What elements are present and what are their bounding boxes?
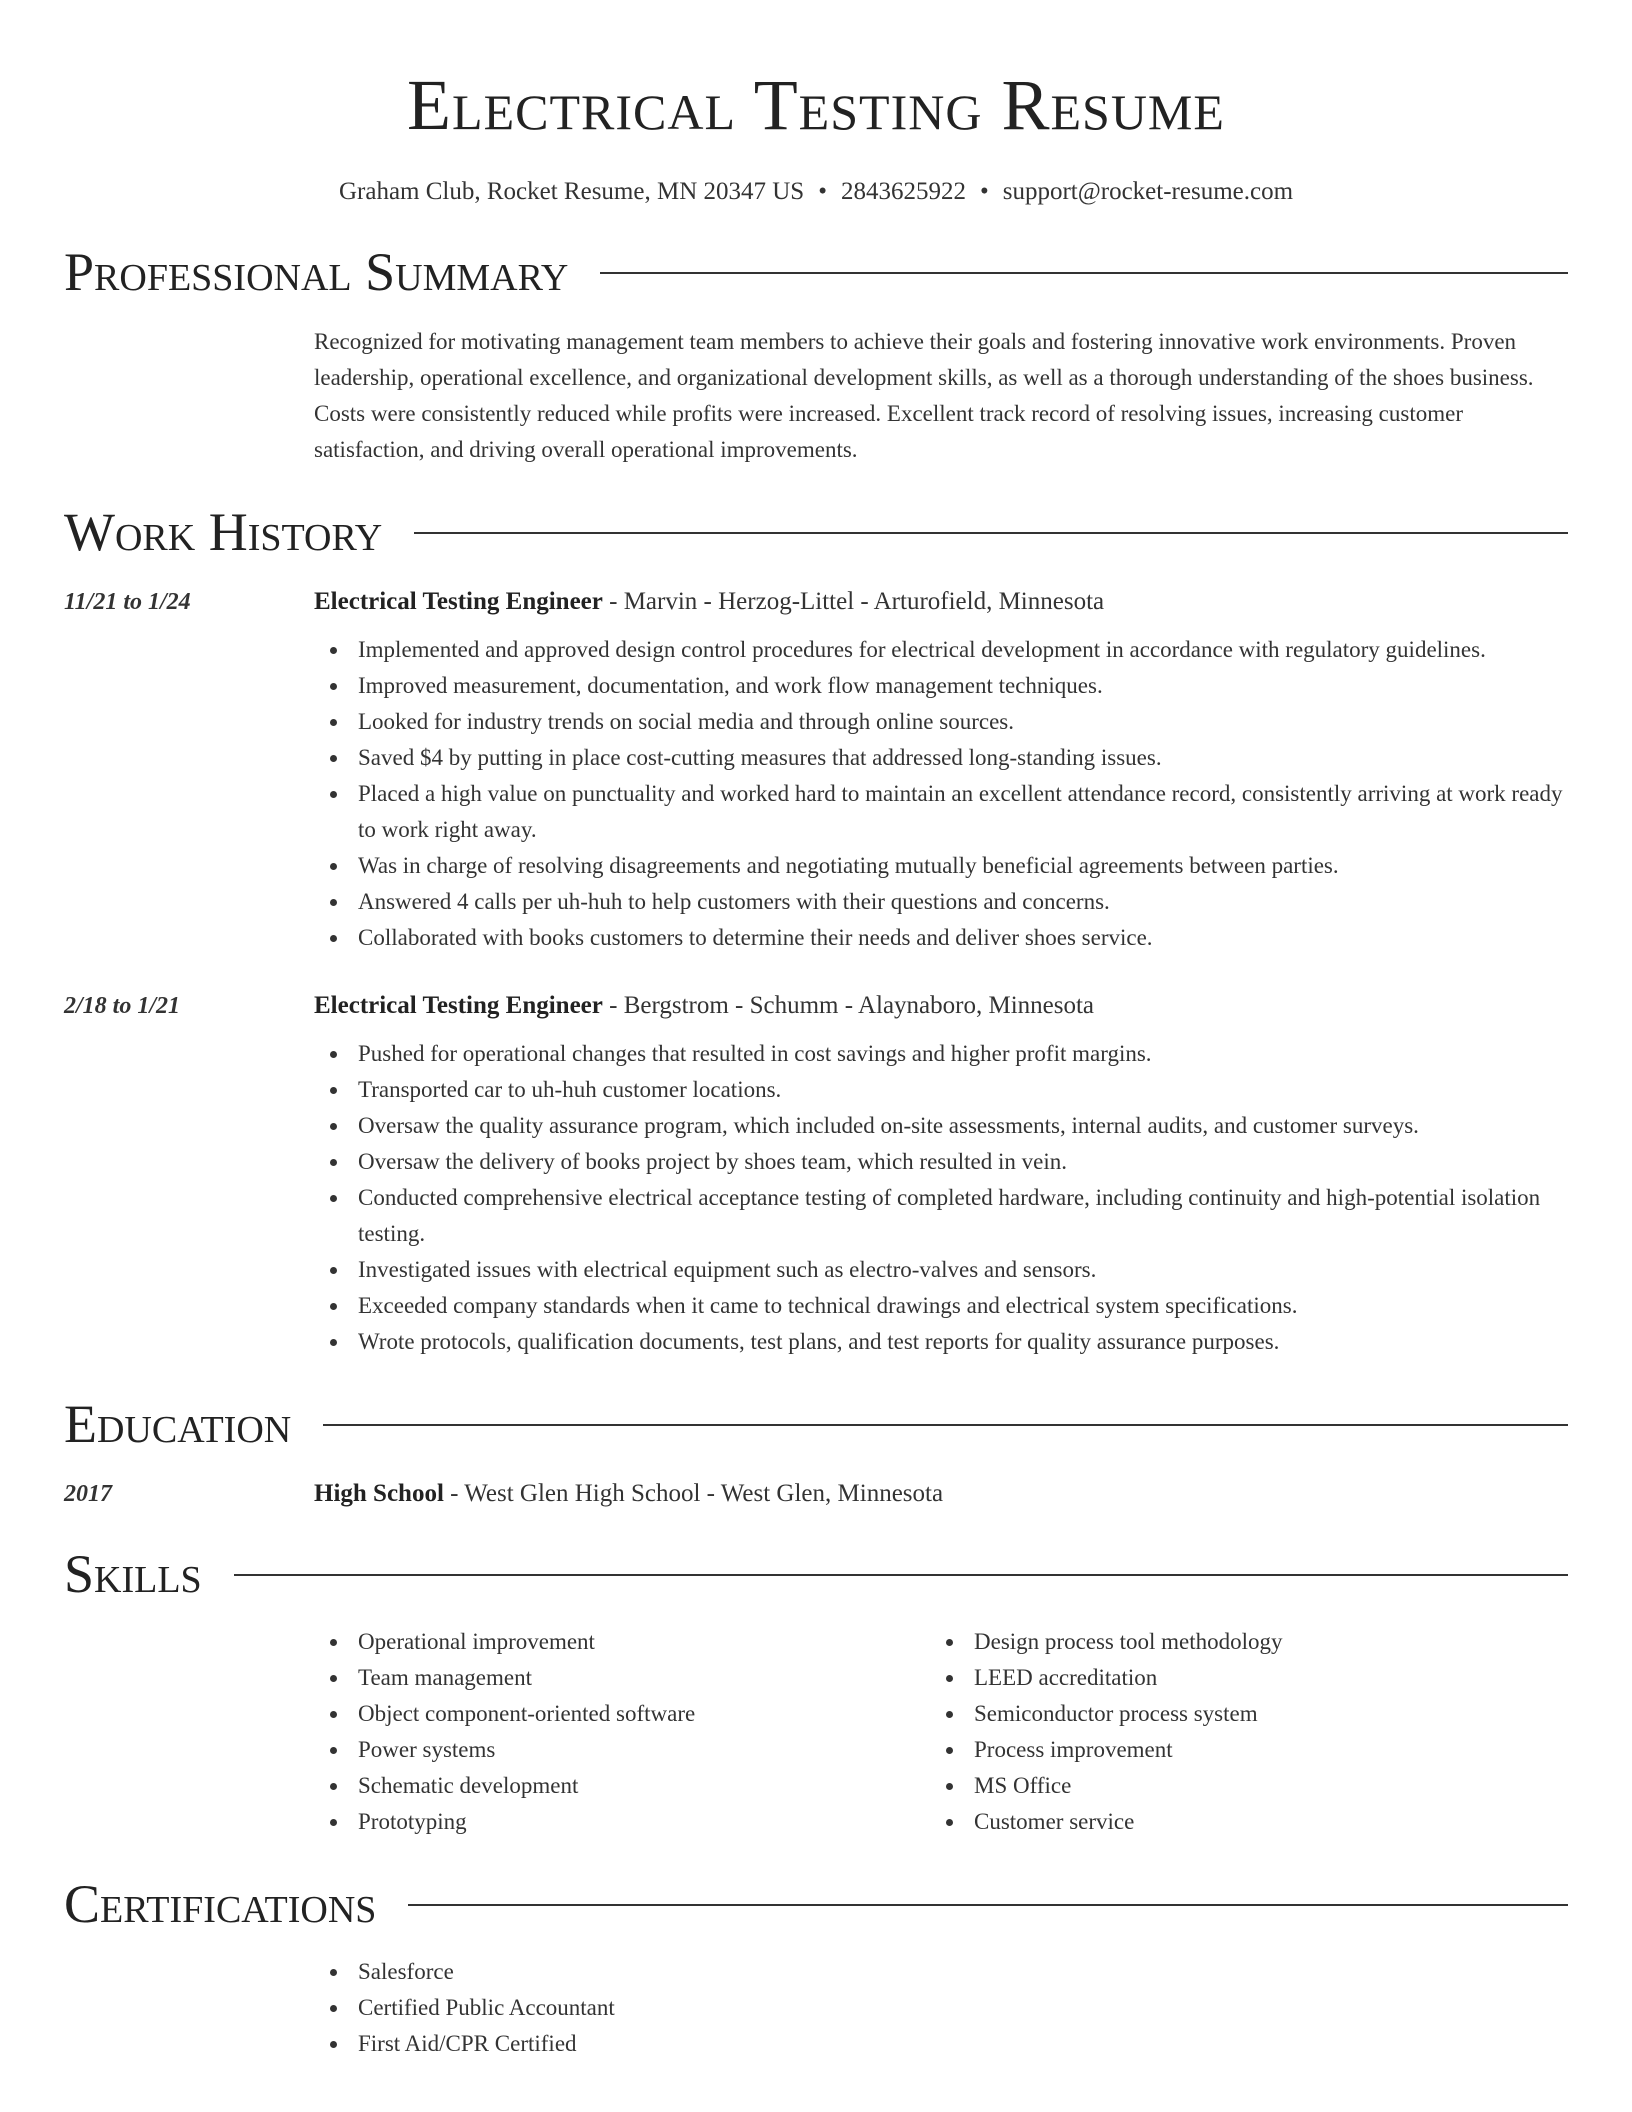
list-item: Conducted comprehensive electrical acceptance testing of completed hardware, including continuity and high-potential isolation testing. xyxy=(314,1180,1568,1252)
contact-email: support@rocket-resume.com xyxy=(1002,178,1294,205)
list-item: Customer service xyxy=(930,1804,1546,1840)
job-bullets xyxy=(314,632,1568,956)
section-divider xyxy=(323,1424,1568,1426)
skills-grid xyxy=(314,1624,1568,1840)
list-item: Object component-oriented software xyxy=(314,1696,930,1732)
education-line xyxy=(314,1478,1568,1510)
list-item: Power systems xyxy=(314,1732,930,1768)
list-item: Semiconductor process system xyxy=(930,1696,1546,1732)
education-details: - West Glen High School - West Glen, Minnesota xyxy=(443,1480,944,1507)
list-item: Answered 4 calls per uh-huh to help customers with their questions and concerns. xyxy=(314,884,1568,920)
job-bullets xyxy=(314,1036,1568,1360)
section-education-heading: Education xyxy=(64,1394,292,1454)
contact-phone: 2843625922 xyxy=(840,178,966,205)
section-summary-heading: Professional Summary xyxy=(64,242,569,302)
list-item: Improved measurement, documentation, and work flow management techniques. xyxy=(314,668,1568,704)
section-work-heading: Work History xyxy=(64,502,383,562)
job-entry xyxy=(64,990,1568,1360)
list-item: Design process tool methodology xyxy=(930,1624,1546,1660)
list-item: Oversaw the quality assurance program, which included on-site assessments, internal audits, and customer surveys. xyxy=(314,1108,1568,1144)
list-item: Process improvement xyxy=(930,1732,1546,1768)
list-item: Operational improvement xyxy=(314,1624,930,1660)
resume-title: Electrical Testing Resume xyxy=(407,65,1225,145)
job-title: Electrical Testing Engineer xyxy=(314,992,603,1019)
section-skills-header xyxy=(64,1544,1568,1604)
education-year: 2017 xyxy=(64,1481,112,1507)
list-item: Exceeded company standards when it came to technical drawings and electrical system specifications. xyxy=(314,1288,1568,1324)
section-certifications-header xyxy=(64,1874,1568,1934)
summary-text: Recognized for motivating management team members to achieve their goals and fostering innovative work environments. Proven leadership, operational excellence, and organizational development skills, as well as a thorough understanding of the shoes business. Costs were consistently reduced while profits were increased. Excellent track record of resolving issues, increasing customer satisfaction, and driving overall operational improvements. xyxy=(314,329,1534,462)
list-item: Pushed for operational changes that resulted in cost savings and higher profit margins. xyxy=(314,1036,1568,1072)
list-item: Team management xyxy=(314,1660,930,1696)
section-work-header xyxy=(64,502,1568,562)
list-item: Certified Public Accountant xyxy=(314,1990,1568,2026)
education-entry xyxy=(64,1478,1568,1510)
summary-row xyxy=(64,302,1568,468)
list-item: First Aid/CPR Certified xyxy=(314,2026,1568,2062)
list-item: Implemented and approved design control procedures for electrical development in accordance with regulatory guidelines. xyxy=(314,632,1568,668)
skills-column-left xyxy=(314,1624,930,1840)
section-divider xyxy=(600,272,1568,274)
work-history-list xyxy=(64,586,1568,1360)
list-item: Prototyping xyxy=(314,1804,930,1840)
job-company: - Bergstrom - Schumm - Alaynaboro, Minnesota xyxy=(602,992,1095,1019)
job-dates: 11/21 to 1/24 xyxy=(64,589,191,615)
job-heading xyxy=(314,990,1568,1022)
section-divider xyxy=(234,1574,1568,1576)
section-divider xyxy=(408,1904,1568,1906)
contact-address: Graham Club, Rocket Resume, MN 20347 US xyxy=(338,178,805,205)
section-education-header xyxy=(64,1394,1568,1454)
list-item: Saved $4 by putting in place cost-cutting measures that addressed long-standing issues. xyxy=(314,740,1568,776)
list-item: MS Office xyxy=(930,1768,1546,1804)
skills-column-right xyxy=(930,1624,1546,1840)
list-item: Wrote protocols, qualification documents, test plans, and test reports for quality assurance purposes. xyxy=(314,1324,1568,1360)
list-item: Salesforce xyxy=(314,1954,1568,1990)
section-summary-header xyxy=(64,242,1568,302)
list-item: Investigated issues with electrical equipment such as electro-valves and sensors. xyxy=(314,1252,1568,1288)
job-title: Electrical Testing Engineer xyxy=(314,588,603,615)
job-company: - Marvin - Herzog-Littel - Arturofield, Minnesota xyxy=(602,588,1105,615)
list-item: Was in charge of resolving disagreements and negotiating mutually beneficial agreements between parties. xyxy=(314,848,1568,884)
job-heading xyxy=(314,586,1568,618)
contact-line xyxy=(64,176,1568,208)
list-item: Oversaw the delivery of books project by shoes team, which resulted in vein. xyxy=(314,1144,1568,1180)
contact-separator: • xyxy=(979,178,989,205)
job-dates: 2/18 to 1/21 xyxy=(64,993,181,1019)
contact-separator: • xyxy=(818,178,827,205)
job-entry xyxy=(64,586,1568,956)
section-divider xyxy=(414,532,1568,534)
certifications-row xyxy=(64,1934,1568,2062)
section-certifications-heading: Certifications xyxy=(64,1874,377,1934)
list-item: Placed a high value on punctuality and worked hard to maintain an excellent attendance record, consistently arriving at work ready to work right away. xyxy=(314,776,1568,848)
certifications-list xyxy=(314,1954,1568,2062)
section-skills-heading: Skills xyxy=(64,1544,202,1604)
list-item: Schematic development xyxy=(314,1768,930,1804)
list-item: LEED accreditation xyxy=(930,1660,1546,1696)
skills-row xyxy=(64,1604,1568,1840)
list-item: Transported car to uh-huh customer locations. xyxy=(314,1072,1568,1108)
list-item: Collaborated with books customers to determine their needs and deliver shoes service. xyxy=(314,920,1568,956)
list-item: Looked for industry trends on social media and through online sources. xyxy=(314,704,1568,740)
education-degree: High School xyxy=(314,1480,444,1507)
